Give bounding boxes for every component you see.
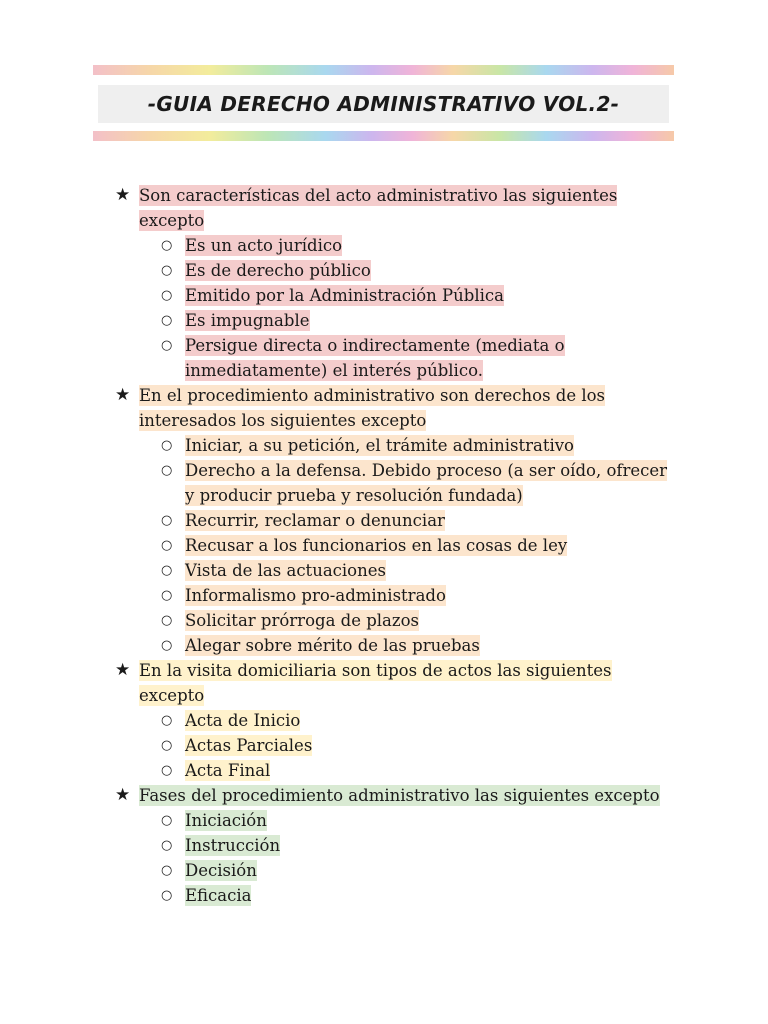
option-text: Acta Final [185, 761, 271, 780]
circle-bullet-icon: ○ [161, 613, 173, 628]
circle-bullet-icon: ○ [161, 888, 173, 903]
circle-bullet-icon: ○ [161, 313, 173, 328]
option-item [115, 508, 675, 533]
option-item [115, 708, 675, 733]
option-text: Acta de Inicio [185, 711, 301, 730]
question-item [115, 183, 675, 233]
circle-bullet-icon: ○ [161, 563, 173, 578]
circle-bullet-icon: ○ [161, 713, 173, 728]
option-text: Emitido por la Administración Pública [185, 286, 504, 305]
option-text: Informalismo pro-administrado [185, 586, 446, 605]
question-block-2 [115, 383, 675, 658]
option-text: Iniciación [185, 811, 267, 830]
option-text: Recurrir, reclamar o denunciar [185, 511, 445, 530]
page-title: -GUIA DERECHO ADMINISTRATIVO VOL.2- [147, 92, 620, 116]
question-text: En el procedimiento administrativo son derechos de los interesados los siguientes excepto [139, 386, 606, 430]
star-icon: ★ [115, 785, 131, 805]
circle-bullet-icon: ○ [161, 263, 173, 278]
option-item [115, 608, 675, 633]
option-item [115, 633, 675, 658]
circle-bullet-icon: ○ [161, 338, 173, 353]
option-text: Iniciar, a su petición, el trámite administrativo [185, 436, 574, 455]
option-list [115, 233, 675, 383]
option-item [115, 758, 675, 783]
option-item [115, 883, 675, 908]
question-block-1 [115, 183, 675, 383]
option-item [115, 283, 675, 308]
circle-bullet-icon: ○ [161, 838, 173, 853]
question-item [115, 658, 675, 708]
circle-bullet-icon: ○ [161, 763, 173, 778]
title-banner [98, 85, 669, 123]
circle-bullet-icon: ○ [161, 863, 173, 878]
question-text: Fases del procedimiento administrativo las siguientes excepto [139, 786, 660, 805]
option-item [115, 858, 675, 883]
option-text: Derecho a la defensa. Debido proceso (a ser oído, ofrecer y producir prueba y resolución fundada) [185, 461, 668, 505]
option-list [115, 708, 675, 783]
option-text: Vista de las actuaciones [185, 561, 386, 580]
option-text: Es impugnable [185, 311, 310, 330]
circle-bullet-icon: ○ [161, 288, 173, 303]
option-text: Solicitar prórroga de plazos [185, 611, 419, 630]
option-text: Es de derecho público [185, 261, 371, 280]
circle-bullet-icon: ○ [161, 588, 173, 603]
question-block-3 [115, 658, 675, 783]
option-item [115, 258, 675, 283]
question-item [115, 783, 675, 808]
option-item [115, 733, 675, 758]
option-item [115, 833, 675, 858]
option-text: Recusar a los funcionarios en las cosas de ley [185, 536, 568, 555]
question-item [115, 383, 675, 433]
rainbow-divider-bottom [93, 131, 674, 141]
option-text: Es un acto jurídico [185, 236, 343, 255]
option-text: Eficacia [185, 886, 252, 905]
circle-bullet-icon: ○ [161, 438, 173, 453]
circle-bullet-icon: ○ [161, 513, 173, 528]
option-item [115, 308, 675, 333]
circle-bullet-icon: ○ [161, 638, 173, 653]
question-text: En la visita domiciliaria son tipos de actos las siguientes excepto [139, 661, 612, 705]
option-item [115, 433, 675, 458]
question-list [115, 183, 675, 908]
option-text: Persigue directa o indirectamente (mediata o inmediatamente) el interés público. [185, 336, 565, 380]
circle-bullet-icon: ○ [161, 238, 173, 253]
star-icon: ★ [115, 185, 131, 205]
option-item [115, 808, 675, 833]
option-list [115, 808, 675, 908]
option-list [115, 433, 675, 658]
star-icon: ★ [115, 385, 131, 405]
circle-bullet-icon: ○ [161, 538, 173, 553]
option-item [115, 583, 675, 608]
option-item [115, 333, 675, 383]
option-text: Decisión [185, 861, 257, 880]
option-text: Alegar sobre mérito de las pruebas [185, 636, 480, 655]
rainbow-divider-top [93, 65, 674, 75]
option-item [115, 558, 675, 583]
circle-bullet-icon: ○ [161, 463, 173, 478]
circle-bullet-icon: ○ [161, 813, 173, 828]
question-block-4 [115, 783, 675, 908]
star-icon: ★ [115, 660, 131, 680]
option-text: Actas Parciales [185, 736, 313, 755]
question-text: Son características del acto administrativo las siguientes excepto [139, 186, 618, 230]
option-item [115, 233, 675, 258]
option-item [115, 458, 675, 508]
option-text: Instrucción [185, 836, 281, 855]
circle-bullet-icon: ○ [161, 738, 173, 753]
option-item [115, 533, 675, 558]
